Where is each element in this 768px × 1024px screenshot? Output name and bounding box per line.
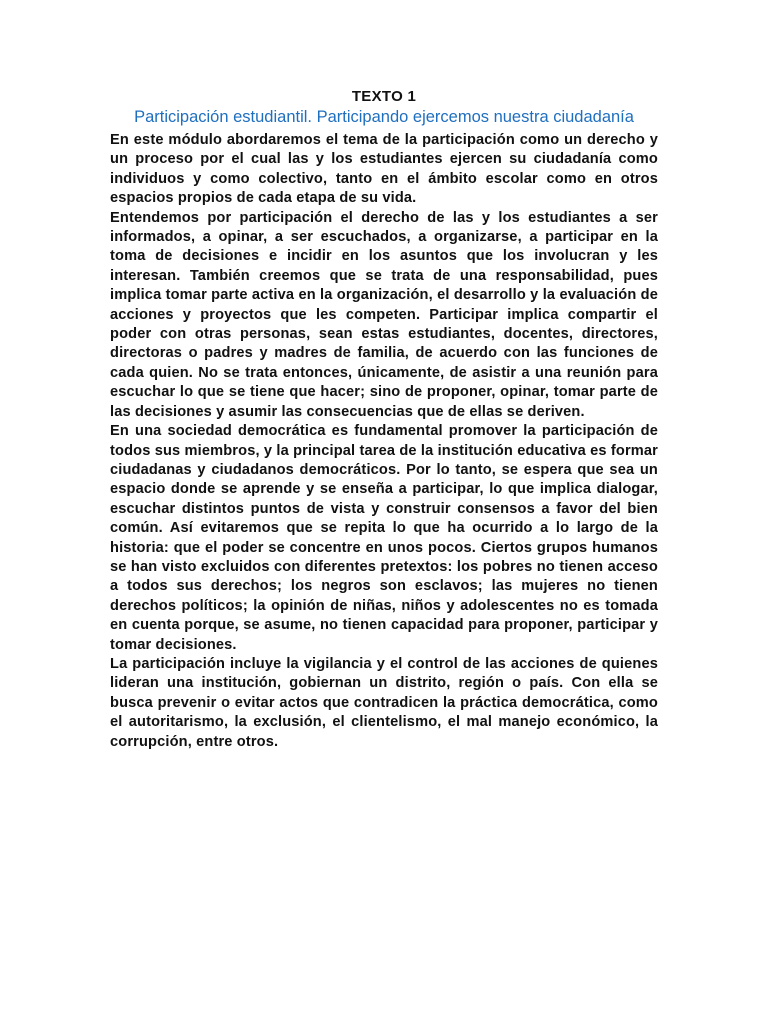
document-label: TEXTO 1 [351, 88, 417, 105]
paragraph-1: En este módulo abordaremos el tema de la participación como un derecho y un proceso por el cual las y los estudiantes ejercen su ciudadanía como individuos y como colectivo, tanto en el ámbito escolar como en otros espacios propios de cada etapa de su vida. [110, 132, 658, 207]
paragraph-4: La participación incluye la vigilancia y el control de las acciones de quienes lideran una institución, gobiernan un distrito, región o país. Con ella se busca prevenir o evitar actos que contradicen la práctica democrática, como el autoritarismo, la exclusión, el clientelismo, el mal manejo económico, la corrupción, entre otros. [110, 655, 658, 750]
document-title: Participación estudiantil. Participando ejercemos nuestra ciudadanía [134, 108, 634, 126]
paragraph-2: Entendemos por participación el derecho de las y los estudiantes a ser informados, a opinar, a ser escuchados, a organizarse, a participar en la toma de decisiones e incidir en los asuntos que los involucran y les interesan. También creemos que se trata de una responsabilidad, pues implica tomar parte activa en la organización, el desarrollo y la evaluación de acciones y proyectos que les competen. Participar implica compartir el poder con otras personas, sean estas estudiantes, docentes, directores, directoras o padres y madres de familia, de acuerdo con las funciones de cada quien. No se trata entonces, únicamente, de asistir a una reunión para escuchar lo que se tiene que hacer; sino de proponer, opinar, tomar parte de las decisiones y asumir las consecuencias que de ellas se deriven. [110, 209, 658, 420]
paragraph-3: En una sociedad democrática es fundamental promover la participación de todos sus miembros, y la principal tarea de la institución educativa es formar ciudadanas y ciudadanos democráticos. Por lo tanto, se espera que sea un espacio donde se aprende y se enseña a participar, lo que implica dialogar, escuchar distintos puntos de vista y construir consensos a favor del bien común. Así evitaremos que se repita lo que ha ocurrido a lo largo de la historia: que el poder se concentre en unos pocos. Ciertos grupos humanos se han visto excluidos con diferentes pretextos: los pobres no tienen acceso a todos sus derechos; los negros son esclavos; las mujeres no tienen derechos políticos; la opinión de niñas, niños y adolescentes no es tomada en cuenta porque, se asume, no tienen capacidad para proponer, participar y tomar decisiones. [110, 423, 658, 653]
document-page [110, 88, 658, 752]
